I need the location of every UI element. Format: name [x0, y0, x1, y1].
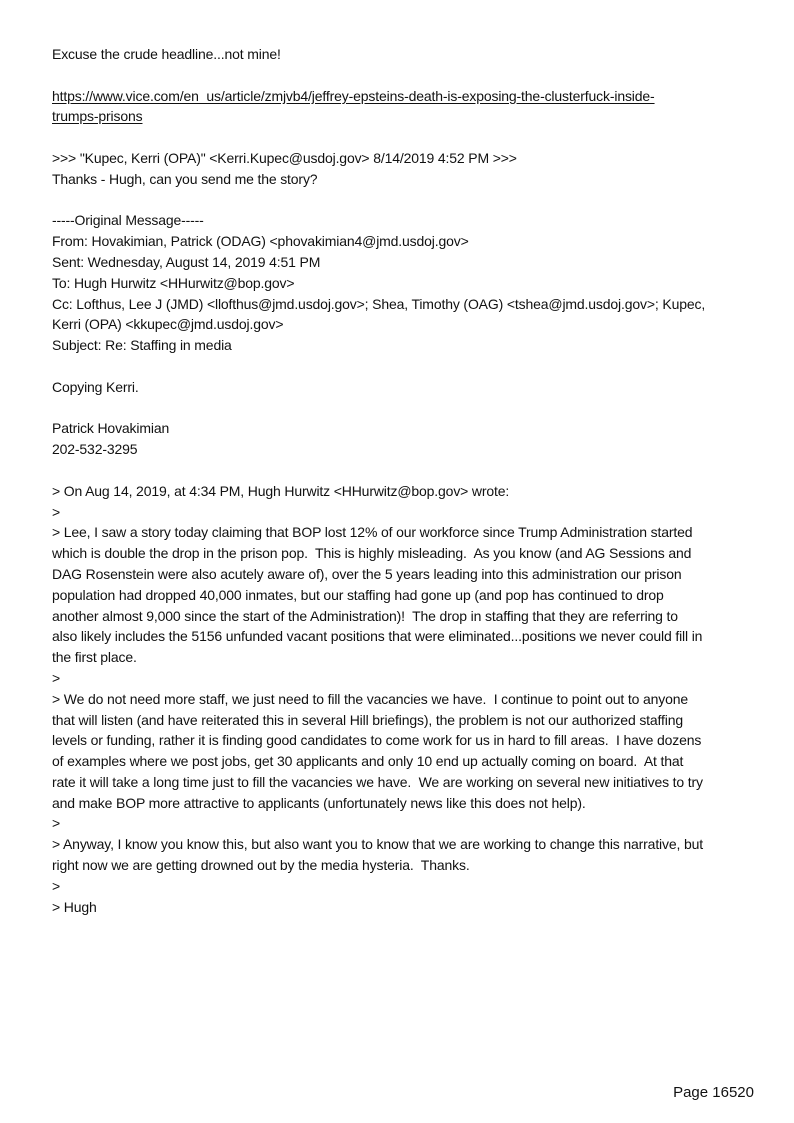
quote-marker: > [52, 503, 61, 520]
text-line: also likely includes the 5156 unfunded vacant positions that were eliminated...positions we never could fill in [52, 628, 703, 645]
text-line: the first place. [52, 649, 137, 666]
subject-line: Subject: Re: Staffing in media [52, 337, 232, 354]
blank-line [52, 398, 757, 419]
blank-line [52, 190, 757, 211]
text-line: > Lee, I saw a story today claiming that BOP lost 12% of our workforce since Trump Administration started [52, 524, 693, 541]
article-link[interactable] [52, 86, 757, 128]
text-line: > Anyway, I know you know this, but also want you to know that we are working to change this narrative, but [52, 836, 703, 853]
text-line: of examples where we post jobs, get 30 applicants and only 10 end up actually coming on board. At that [52, 753, 684, 770]
cc-line-1: Cc: Lofthus, Lee J (JMD) <llofthus@jmd.usdoj.gov>; Shea, Timothy (OAG) <tshea@jmd.usdoj.gov>; Kupec, [52, 295, 706, 312]
blank-line [52, 65, 757, 86]
quote-marker: > [52, 877, 61, 894]
text-line: levels or funding, rather it is finding good candidates to come work for us in hard to fill areas. I have dozens [52, 732, 702, 749]
text-line: which is double the drop in the prison pop. This is highly misleading. As you know (and AG Sessions and [52, 545, 692, 562]
text-line: that will listen (and have reiterated this in several Hill briefings), the problem is not our authorized staffing [52, 711, 684, 728]
quoted-paragraph-3 [52, 834, 757, 876]
text-line: rate it will take a long time just to fill the vacancies we have. We are working on several new initiatives to try [52, 773, 703, 790]
quoted-paragraph-1 [52, 522, 757, 668]
to-line: To: Hugh Hurwitz <HHurwitz@bop.gov> [52, 274, 295, 291]
signature-name: Patrick Hovakimian [52, 420, 170, 437]
blank-line [52, 356, 757, 377]
signature-phone: 202-532-3295 [52, 441, 138, 458]
cc-line [52, 294, 757, 336]
quote-marker: > [52, 815, 61, 832]
sent-line: Sent: Wednesday, August 14, 2019 4:51 PM [52, 253, 321, 270]
original-message-separator: -----Original Message----- [52, 212, 204, 229]
email-body [52, 44, 757, 917]
reply-header: >>> "Kupec, Kerri (OPA)" <Kerri.Kupec@usdoj.gov> 8/14/2019 4:52 PM >>> [52, 149, 517, 166]
quoted-attribution: > On Aug 14, 2019, at 4:34 PM, Hugh Hurwitz <HHurwitz@bop.gov> wrote: [52, 482, 510, 499]
article-link-line-1[interactable]: https://www.vice.com/en_us/article/zmjvb4/jeffrey-epsteins-death-is-exposing-the-clusterfuck-inside- [52, 87, 655, 104]
text-line: population had dropped 40,000 inmates, but our staffing had gone up (and pop has continued to drop [52, 586, 664, 603]
text-line: and make BOP more attractive to applicants (unfortunately news like this does not help). [52, 794, 586, 811]
text-line: > We do not need more staff, we just need to fill the vacancies we have. I continue to point out to anyone [52, 690, 689, 707]
quoted-paragraph-2 [52, 689, 757, 814]
text-line: another almost 9,000 since the start of the Administration)! The drop in staffing that they are referring to [52, 607, 678, 624]
reply-text: Thanks - Hugh, can you send me the story? [52, 170, 318, 187]
quote-marker: > [52, 669, 61, 686]
headline-note: Excuse the crude headline...not mine! [52, 46, 281, 62]
quoted-sign-off: > Hugh [52, 898, 97, 915]
text-line: right now we are getting drowned out by the media hysteria. Thanks. [52, 857, 470, 874]
from-line: From: Hovakimian, Patrick (ODAG) <phovakimian4@jmd.usdoj.gov> [52, 233, 469, 250]
original-message-text: Copying Kerri. [52, 378, 139, 395]
cc-line-2: Kerri (OPA) <kkupec@jmd.usdoj.gov> [52, 316, 284, 333]
blank-line [52, 460, 757, 481]
article-link-line-2[interactable]: trumps-prisons [52, 108, 143, 125]
text-line: DAG Rosenstein were also acutely aware of), over the 5 years leading into this administration our prison [52, 565, 682, 582]
page-number: Page 16520 [673, 1084, 754, 1101]
blank-line [52, 127, 757, 148]
